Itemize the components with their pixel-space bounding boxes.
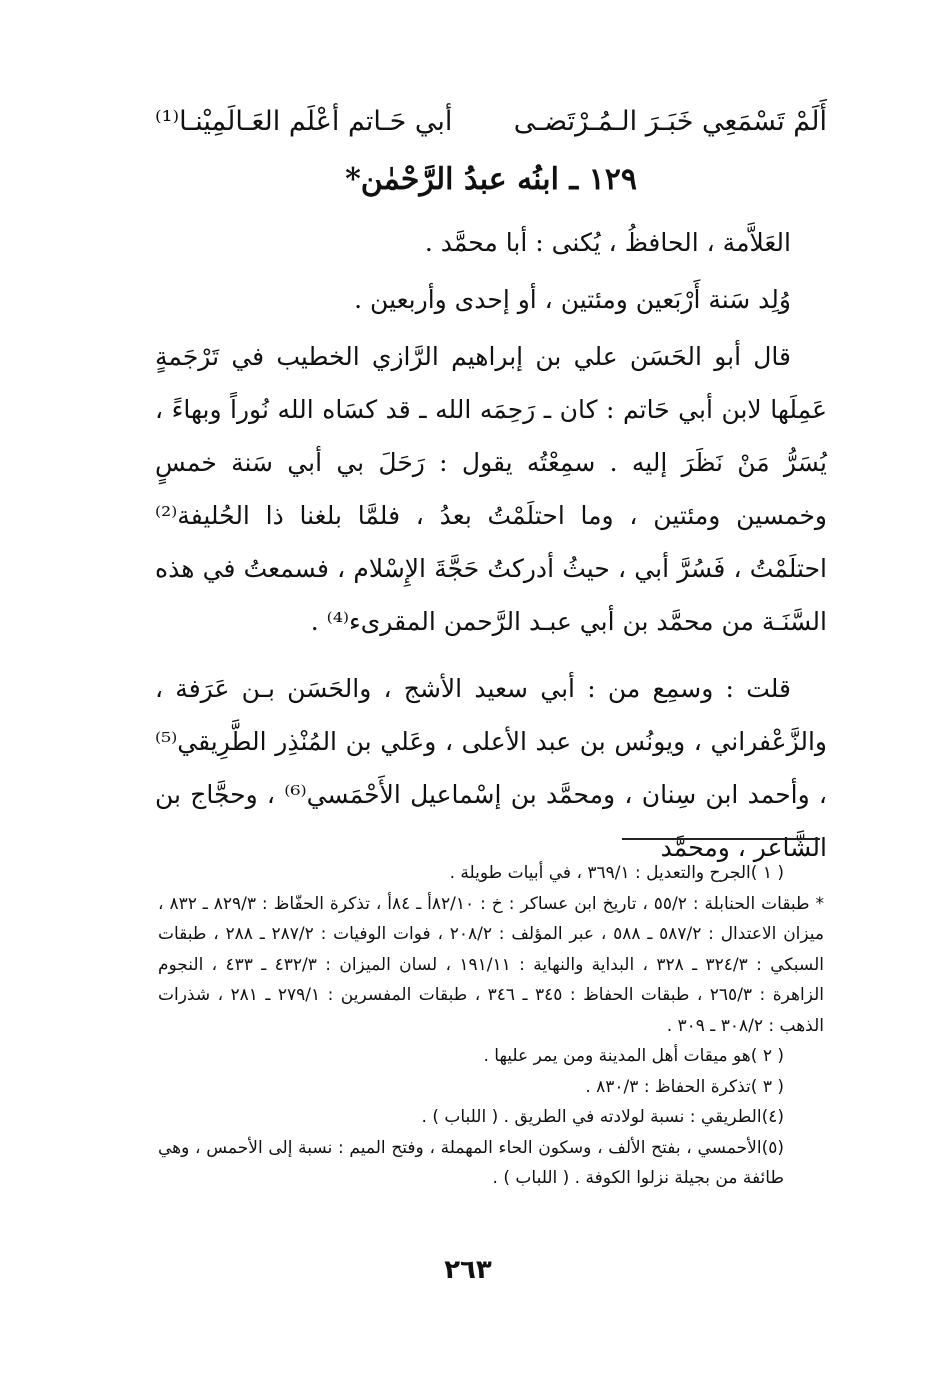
poem-verse (155, 100, 827, 144)
body-paragraph-4: قلت : وسمِع من : أبي سعيد الأشج ، والحَسَن بـن عَرَفة ، والزَّعْفراني ، ويونُس بن عبد الأعلى ، وعَلي بن المُنْذِر الطَّرِيقي⁽⁵⁾ ، وأحمد ابن سِنان ، ومحمَّد بن إسْماعيل الأَحْمَسي⁽⁶⁾ ، وحجَّاج بن الشَّاعر ، ومحمَّد (155, 674, 828, 862)
footnotes-block (158, 858, 824, 1194)
entry-heading: ١٢٩ ـ ابنُه عبدُ الرَّحْمٰن* (345, 162, 637, 197)
footnote-divider (622, 838, 820, 840)
body-paragraph-2: وُلِد سَنة أَرْبَعين ومئتين ، أو إحدى وأربعين . (354, 285, 791, 314)
body-paragraph-3: قال أبو الحَسَن علي بن إبراهيم الرَّازي الخطيب في تَرْجَمةٍ عَمِلَها لابن أبي حَاتم : كان ـ رَحِمَه الله ـ قد كسَاه الله نُوراً وبهاءً ، يُسَرُّ مَنْ نَظَرَ إليه . سمِعْتُه يقول : رَحَلَ بي أبي سَنة خمسٍ وخمسين ومئتين ، وما احتلَمْتُ بعدُ ، فلمَّا بلغنا ذا الحُليفة⁽²⁾ احتلَمْتُ ، فَسُرَّ أبي ، حيثُ أدركتُ حَجَّةَ الإِسْلام ، فسمعتُ في هذه السَّنَـة من محمَّد بن أبي عبـد الرَّحمن المقرىء⁽⁴⁾ . (155, 342, 827, 636)
main-text-block (155, 92, 827, 874)
body-paragraph-1: العَلاَّمة ، الحافظُ ، يُكنى : أبا محمَّد . (424, 228, 791, 257)
footnote-2: ( ٢ )هو ميقات أهل المدينة ومن يمر عليها . (483, 1046, 784, 1066)
page-number: ٢٦٣ (444, 1255, 492, 1285)
poem-right-hemistich: أَلَمْ تَسْمَعِي خَبَـرَ الـمُـرْتَضـى (513, 106, 827, 137)
footnote-1: ( ١ )الجرح والتعديل : ٣٦٩/١ ، في أبيات طويلة . (449, 863, 784, 883)
footnote-sources: * طبقات الحنابلة : ٥٥/٢ ، تاريخ ابن عساكر : خ : ٨٢/١٠أ ـ ٨٤أ ، تذكرة الحفّاظ : ٨٢٩/٣ ـ ٨٣٢ ، ميزان الاعتدال : ٥٨٧/٢ ـ ٥٨٨ ، عبر المؤلف : ٢٠٨/٢ ، فوات الوفيات : ٢٨٧/٢ ـ ٢٨٨ ، طبقات السبكي : ٣٢٤/٣ ـ ٣٢٨ ، البداية والنهاية : ١٩١/١١ ، لسان الميزان : ٤٣٢/٣ ـ ٤٣٣ ، النجوم الزاهرة : ٢٦٥/٣ ، طبقات الحفاظ : ٣٤٥ ـ ٣٤٦ ، طبقات المفسرين : ٢٧٩/١ ـ ٢٨١ ، شذرات الذهب : ٣٠٨/٢ ـ ٣٠٩ . (158, 893, 825, 1036)
footnote-3: ( ٣ )تذكرة الحفاظ : ٨٣٠/٣ . (585, 1076, 784, 1097)
footnote-5: (٥)الأحمسي ، بفتح الألف ، وسكون الحاء المهملة ، وفتح الميم : نسبة إلى الأحمس ، وهي طائفة من بجيلة نزلوا الكوفة . ( اللباب ) . (158, 1137, 784, 1188)
footnote-4: (٤)الطريقي : نسبة لولادته في الطريق . ( اللباب ) . (421, 1107, 784, 1127)
poem-left-hemistich: أبي حَـاتم أعْلَم العَـالَمِيْنـا⁽¹⁾ (155, 106, 453, 137)
